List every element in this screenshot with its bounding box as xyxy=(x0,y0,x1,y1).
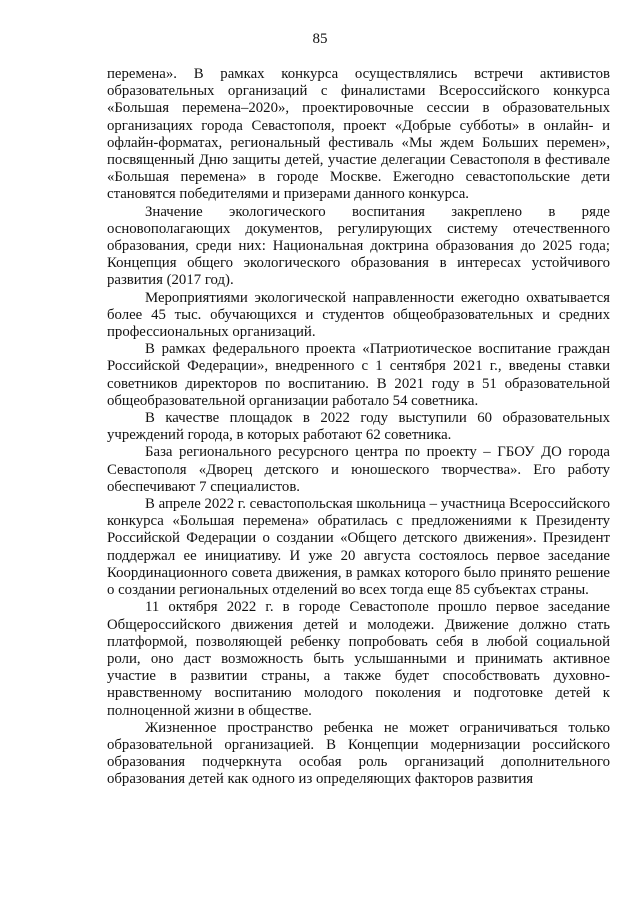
paragraph-living-space: Жизненное пространство ребенка не может ограничиваться только образовательной организацией. В Концепции модернизации российского образования подчеркнута особая роль организаций дополнительного образования детей как одного из определяющих факторов развития xyxy=(107,719,610,788)
paragraph-venues-2022: В качестве площадок в 2022 году выступили 60 образовательных учреждений города, в которых работают 62 советника. xyxy=(107,410,610,444)
paragraph-october-2022: 11 октября 2022 г. в городе Севастополе прошло первое заседание Общероссийского движения детей и молодежи. Движение должно стать платформой, позволяющей ребенку попробовать себя в любой социальной роли, оно даст возможность быть услышанными и принимать активное участие в развитии страны, а также будет способствовать духовно-нравственному воспитанию молодого поколения и подготовке детей к полноценной жизни в обществе. xyxy=(107,599,610,719)
paragraph-patriotic-project: В рамках федерального проекта «Патриотическое воспитание граждан Российской Федерации», внедренного с 1 сентября 2021 г., введены ставки советников директоров по воспитанию. В 2021 году в 51 образовательной общеобразовательной организации работало 54 советника. xyxy=(107,341,610,409)
paragraph-april-2022: В апреле 2022 г. севастопольская школьница – участница Всероссийского конкурса «Большая перемена» обратилась с предложениями к Президенту Российской Федерации о создании «Общего детского движения». Президент поддержал ее инициативу. И уже 20 августа состоялось первое заседание Координационного совета движения, в рамках которого было принято решение о создании региональных отделений во всех тогда еще 85 субъектах страны. xyxy=(107,496,610,599)
paragraph-ecological-education: Значение экологического воспитания закреплено в ряде основополагающих документов, регулирующих систему отечественного образования, среди них: Национальная доктрина образования до 2025 года; Концепция общего экологического образования в интересах устойчивого развития (2017 год). xyxy=(107,203,610,289)
paragraph-continuation: перемена». В рамках конкурса осуществлялись встречи активистов образовательных организаций с финалистами Всероссийского конкурса «Большая перемена–2020», проектировочные сессии в образовательных организациях города Севастополя, проект «Добрые субботы» в онлайн- и офлайн-форматах, региональный фестиваль «Мы ждем Больших перемен», посвященный Дню защиты детей, участие делегации Севастополя в фестивале «Большая перемена» в городе Москве. Ежегодно севастопольские дети становятся победителями и призерами данного конкурса. xyxy=(107,66,610,203)
page-number: 85 xyxy=(312,31,328,47)
paragraph-ecological-events: Мероприятиями экологической направленности ежегодно охватывается более 45 тыс. обучающихся и студентов общеобразовательных и средних профессиональных организаций. xyxy=(107,289,610,341)
document-body xyxy=(107,66,610,789)
paragraph-resource-center: База регионального ресурсного центра по проекту – ГБОУ ДО города Севастополя «Дворец детского и юношеского творчества». Его работу обеспечивают 7 специалистов. xyxy=(107,444,610,495)
